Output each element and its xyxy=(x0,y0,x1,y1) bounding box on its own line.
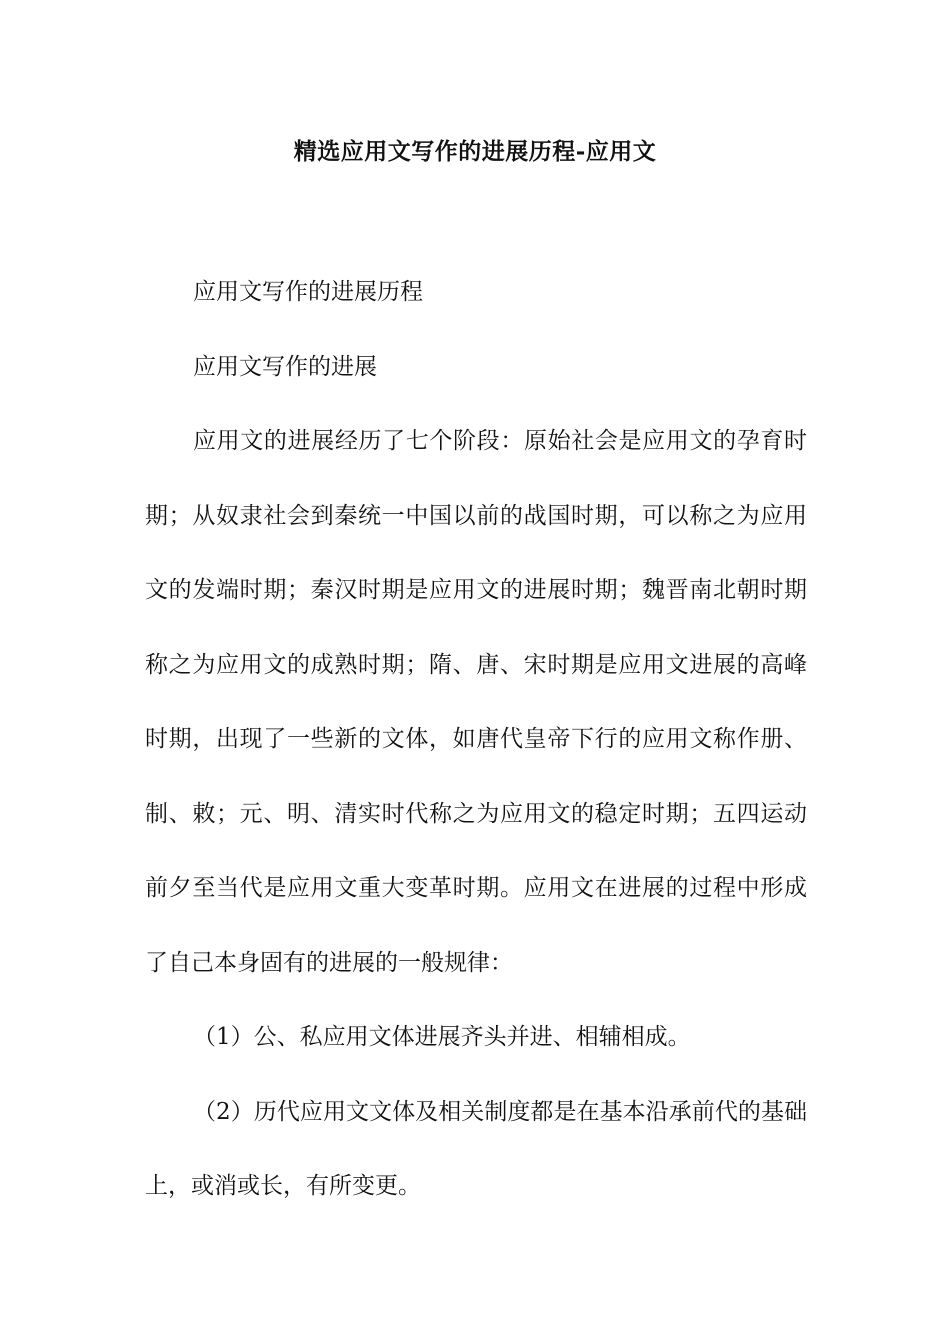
document-title: 精选应用文写作的进展历程-应用文 xyxy=(293,138,657,165)
document-body xyxy=(145,255,807,1224)
paragraph-seven-stages: 应用文的进展经历了七个阶段：原始社会是应用文的孕育时期；从奴隶社会到秦统一中国以前的战国时期，可以称之为应用文的发端时期；秦汉时期是应用文的进展时期；魏晋南北朝时期称之为应用文的成熟时期；隋、唐、宋时期是应用文进展的高峰时期，出现了一些新的文体，如唐代皇帝下行的应用文称作册、制、敕；元、明、清实时代称之为应用文的稳定时期；五四运动前夕至当代是应用文重大变革时期。应用文在进展的过程中形成了自己本身固有的进展的一般规律： xyxy=(145,428,807,976)
paragraph-heading-development: 应用文写作的进展 xyxy=(193,353,377,380)
paragraph-heading-history: 应用文写作的进展历程 xyxy=(193,279,423,305)
paragraph-rule-2: （2）历代应用文文体及相关制度都是在基本沿承前代的基础上，或消或长，有所变更。 xyxy=(145,1098,807,1199)
paragraph-rule-1: （1）公、私应用文体进展齐头并进、相辅相成。 xyxy=(193,1024,691,1050)
